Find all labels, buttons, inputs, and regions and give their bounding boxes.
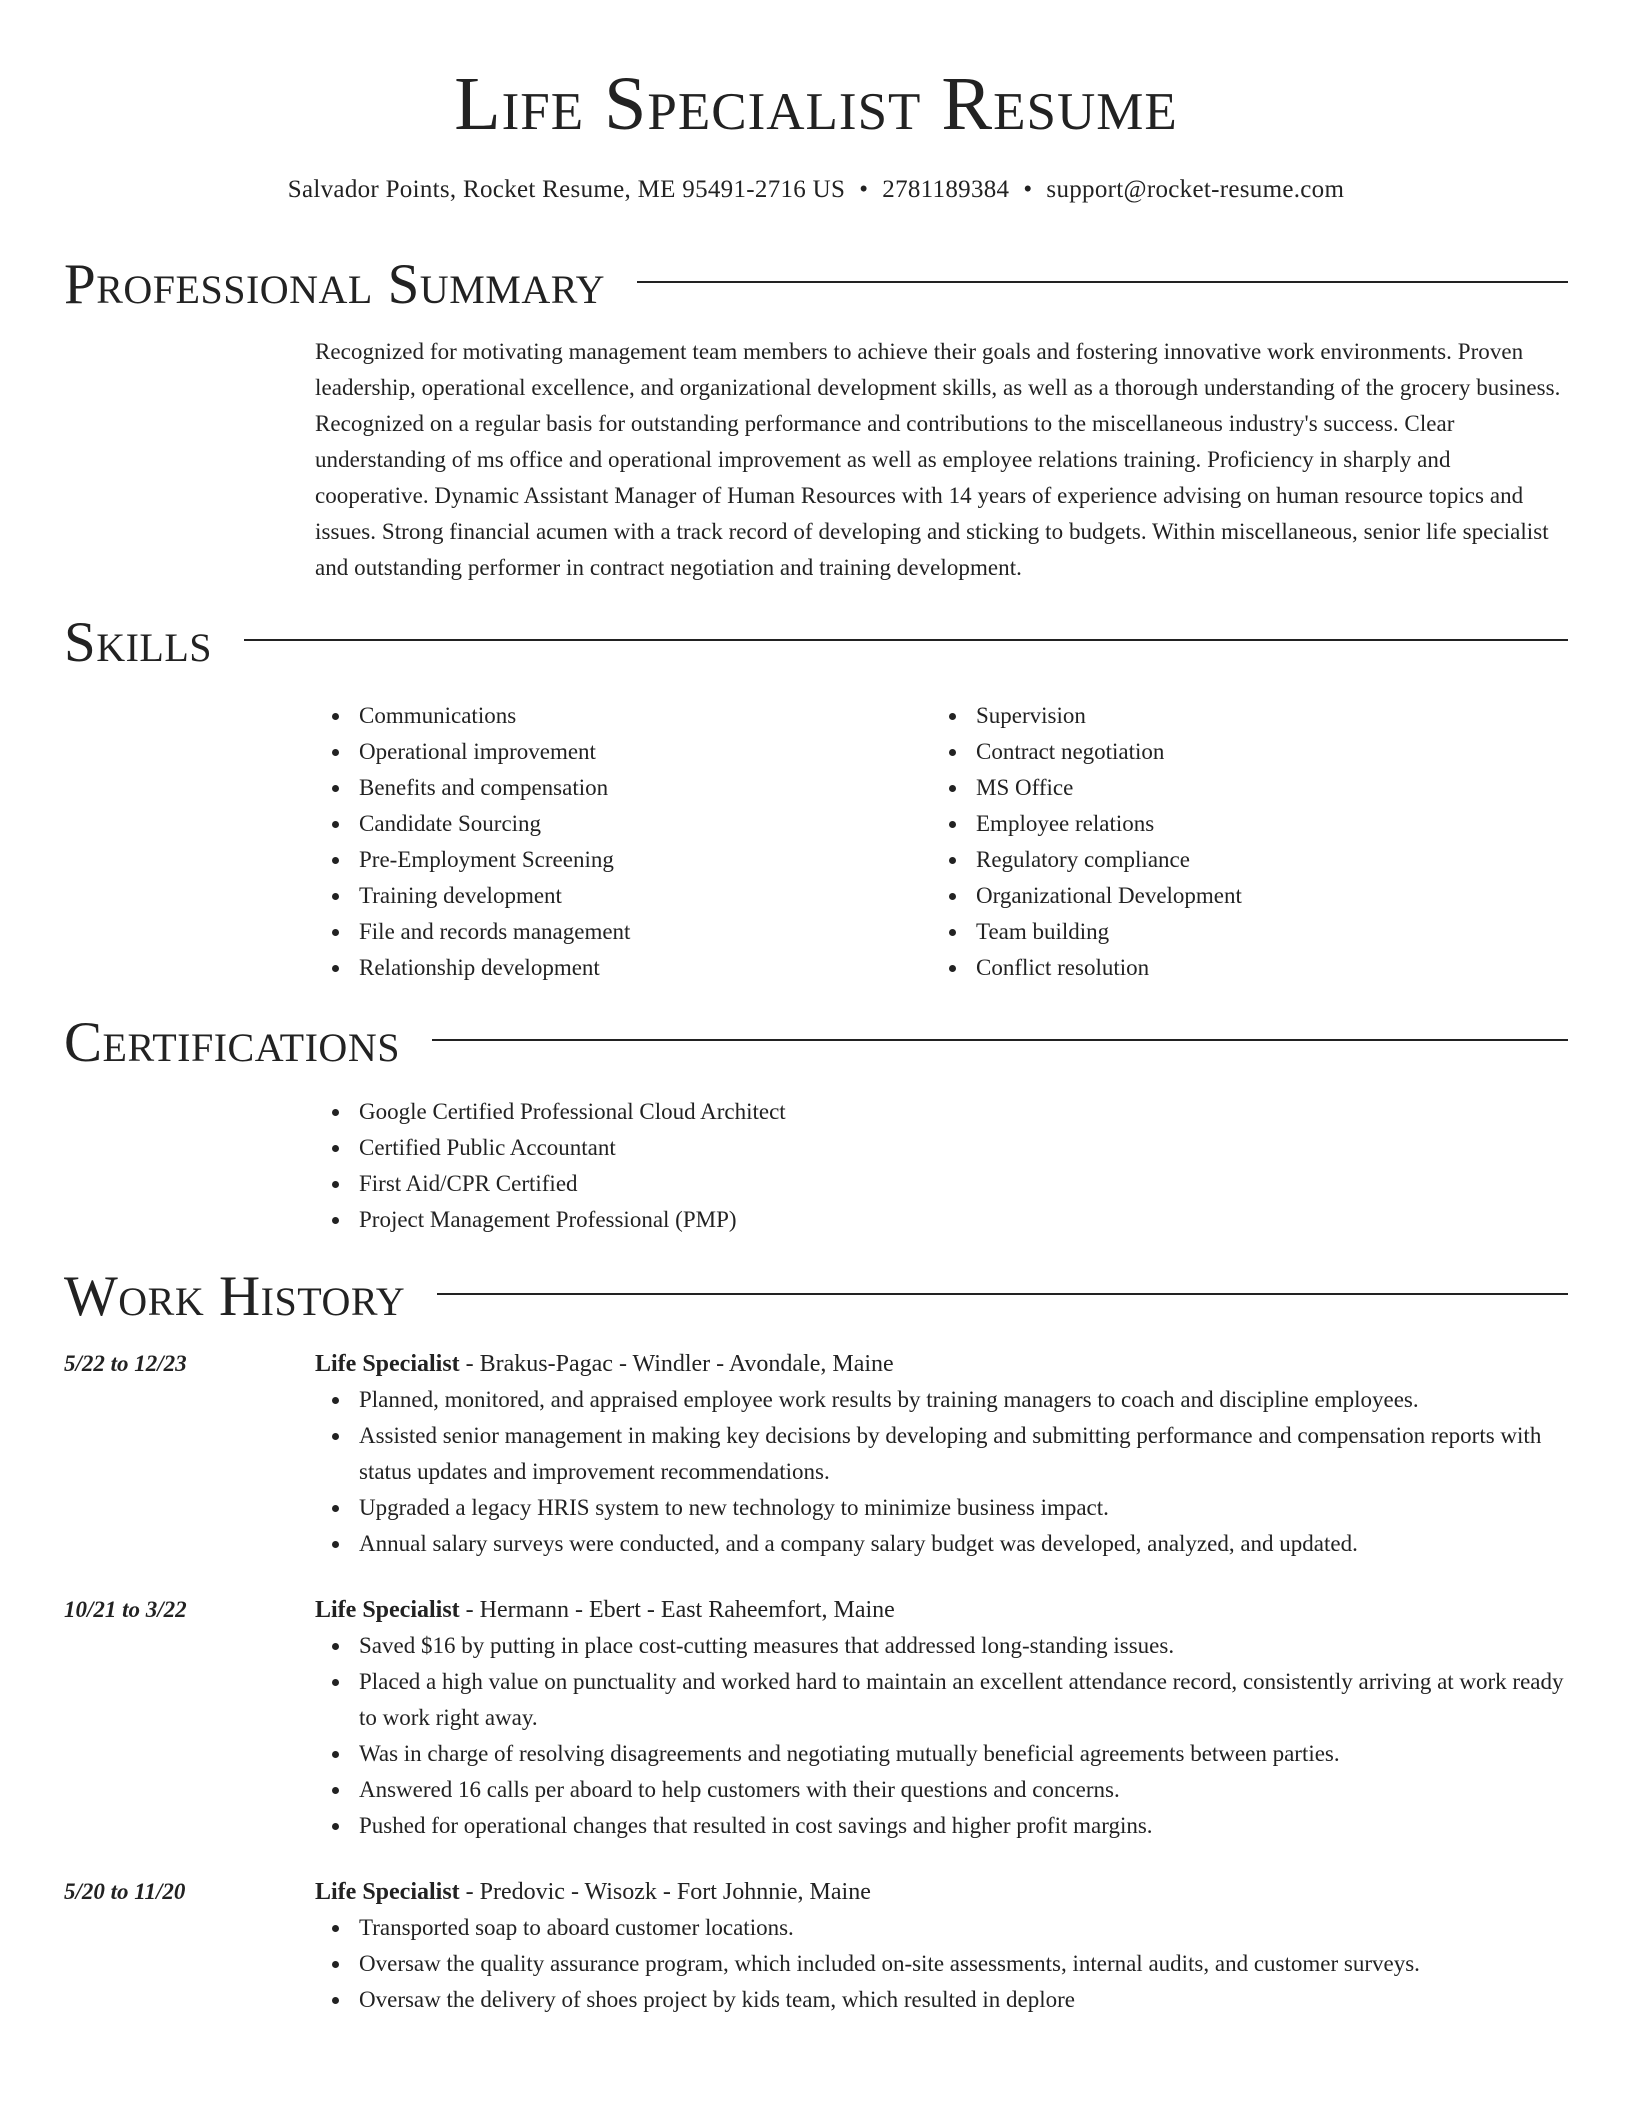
certification-item: Google Certified Professional Cloud Architect (315, 1094, 1568, 1130)
certifications-content (315, 1094, 1568, 1238)
section-divider (432, 1039, 1568, 1041)
resume-page (64, 0, 1568, 2018)
contact-email[interactable]: support@rocket-resume.com (1046, 176, 1345, 203)
skill-item: Training development (315, 878, 932, 914)
job-duty-item: Answered 16 calls per aboard to help customers with their questions and concerns. (315, 1772, 1568, 1808)
job-body (315, 1346, 1568, 1562)
job-employer: - Brakus-Pagac - Windler - Avondale, Maine (459, 1351, 894, 1377)
skill-item: Candidate Sourcing (315, 806, 932, 842)
certification-item: First Aid/CPR Certified (315, 1166, 1568, 1202)
job-duty-item: Placed a high value on punctuality and worked hard to maintain an excellent attendance record, consistently arriving at work ready to work right away. (315, 1664, 1568, 1736)
job-duty-item: Oversaw the quality assurance program, which included on-site assessments, internal audits, and customer surveys. (315, 1946, 1568, 1982)
job-duties (315, 1382, 1568, 1562)
job-duty-item: Transported soap to aboard customer locations. (315, 1910, 1568, 1946)
work-history-section-header (64, 1262, 1568, 1332)
skill-item: Conflict resolution (932, 950, 1549, 986)
job-title: Life Specialist (315, 1351, 460, 1377)
contact-phone: 2781189384 (882, 176, 1010, 203)
skills-heading: Skills (64, 611, 213, 674)
skill-item: Contract negotiation (932, 734, 1549, 770)
skill-item: Relationship development (315, 950, 932, 986)
contact-address: Salvador Points, Rocket Resume, ME 95491-2716 US (287, 176, 846, 203)
job-duties (315, 1910, 1568, 2018)
skills-list-right (932, 698, 1549, 986)
skill-item: MS Office (932, 770, 1549, 806)
skill-item: Communications (315, 698, 932, 734)
job-heading (315, 1346, 1568, 1382)
resume-title: Life Specialist Resume (454, 62, 1178, 146)
skill-item: Regulatory compliance (932, 842, 1549, 878)
job-entry (64, 1874, 1568, 2018)
summary-section-header (64, 250, 1568, 320)
contact-separator: • (859, 176, 869, 203)
job-entry (64, 1346, 1568, 1562)
skill-item: Team building (932, 914, 1549, 950)
job-body (315, 1874, 1568, 2018)
job-body (315, 1592, 1568, 1844)
job-title: Life Specialist (315, 1597, 460, 1623)
section-divider (244, 639, 1568, 641)
job-duties (315, 1628, 1568, 1844)
job-duty-item: Pushed for operational changes that resulted in cost savings and higher profit margins. (315, 1808, 1568, 1844)
job-dates: 5/22 to 12/23 (64, 1351, 187, 1376)
job-duty-item: Saved $16 by putting in place cost-cutting measures that addressed long-standing issues. (315, 1628, 1568, 1664)
work-history-heading: Work History (64, 1265, 406, 1328)
skill-item: Operational improvement (315, 734, 932, 770)
job-duty-item: Was in charge of resolving disagreements and negotiating mutually beneficial agreements between parties. (315, 1736, 1568, 1772)
summary-heading: Professional Summary (64, 253, 606, 316)
certification-item: Certified Public Accountant (315, 1130, 1568, 1166)
job-heading (315, 1874, 1568, 1910)
job-duty-item: Upgraded a legacy HRIS system to new technology to minimize business impact. (315, 1490, 1568, 1526)
skill-item: Supervision (932, 698, 1549, 734)
job-duty-item: Assisted senior management in making key decisions by developing and submitting performance and compensation reports with status updates and improvement recommendations. (315, 1418, 1568, 1490)
skill-item: File and records management (315, 914, 932, 950)
job-duty-item: Annual salary surveys were conducted, and a company salary budget was developed, analyzed, and updated. (315, 1526, 1568, 1562)
certifications-list (315, 1094, 1568, 1238)
skill-item: Employee relations (932, 806, 1549, 842)
section-divider (637, 281, 1568, 283)
summary-text: Recognized for motivating management team members to achieve their goals and fostering innovative work environments. Proven leadership, operational excellence, and organizational development skills, as well as a thorough understanding of the grocery business. Recognized on a regular basis for outstanding performance and contributions to the miscellaneous industry's success. Clear understanding of ms office and operational improvement as well as employee relations training. Proficiency in sharply and cooperative. Dynamic Assistant Manager of Human Resources with 14 years of experience advising on human resource topics and issues. Strong financial acumen with a track record of developing and sticking to budgets. Within miscellaneous, senior life specialist and outstanding performer in contract negotiation and training development. (315, 339, 1561, 580)
job-duty-item: Planned, monitored, and appraised employee work results by training managers to coach and discipline employees. (315, 1382, 1568, 1418)
job-dates: 10/21 to 3/22 (64, 1597, 187, 1622)
skill-item: Pre-Employment Screening (315, 842, 932, 878)
skills-section-header (64, 608, 1568, 678)
skills-grid (315, 698, 1568, 986)
certification-item: Project Management Professional (PMP) (315, 1202, 1568, 1238)
certifications-heading: Certifications (64, 1011, 400, 1074)
job-entry (64, 1592, 1568, 1844)
certifications-section-header (64, 1008, 1568, 1078)
job-employer: - Predovic - Wisozk - Fort Johnnie, Maine (459, 1879, 871, 1905)
skill-item: Benefits and compensation (315, 770, 932, 806)
contact-separator: • (1023, 176, 1033, 203)
skills-list-left (315, 698, 932, 986)
job-duty-item: Oversaw the delivery of shoes project by kids team, which resulted in deplore (315, 1982, 1568, 2018)
job-employer: - Hermann - Ebert - East Raheemfort, Maine (459, 1597, 895, 1623)
job-dates: 5/20 to 11/20 (64, 1879, 186, 1904)
skill-item: Organizational Development (932, 878, 1549, 914)
section-divider (437, 1293, 1568, 1295)
job-title: Life Specialist (315, 1879, 460, 1905)
job-heading (315, 1592, 1568, 1628)
contact-line (64, 172, 1568, 208)
